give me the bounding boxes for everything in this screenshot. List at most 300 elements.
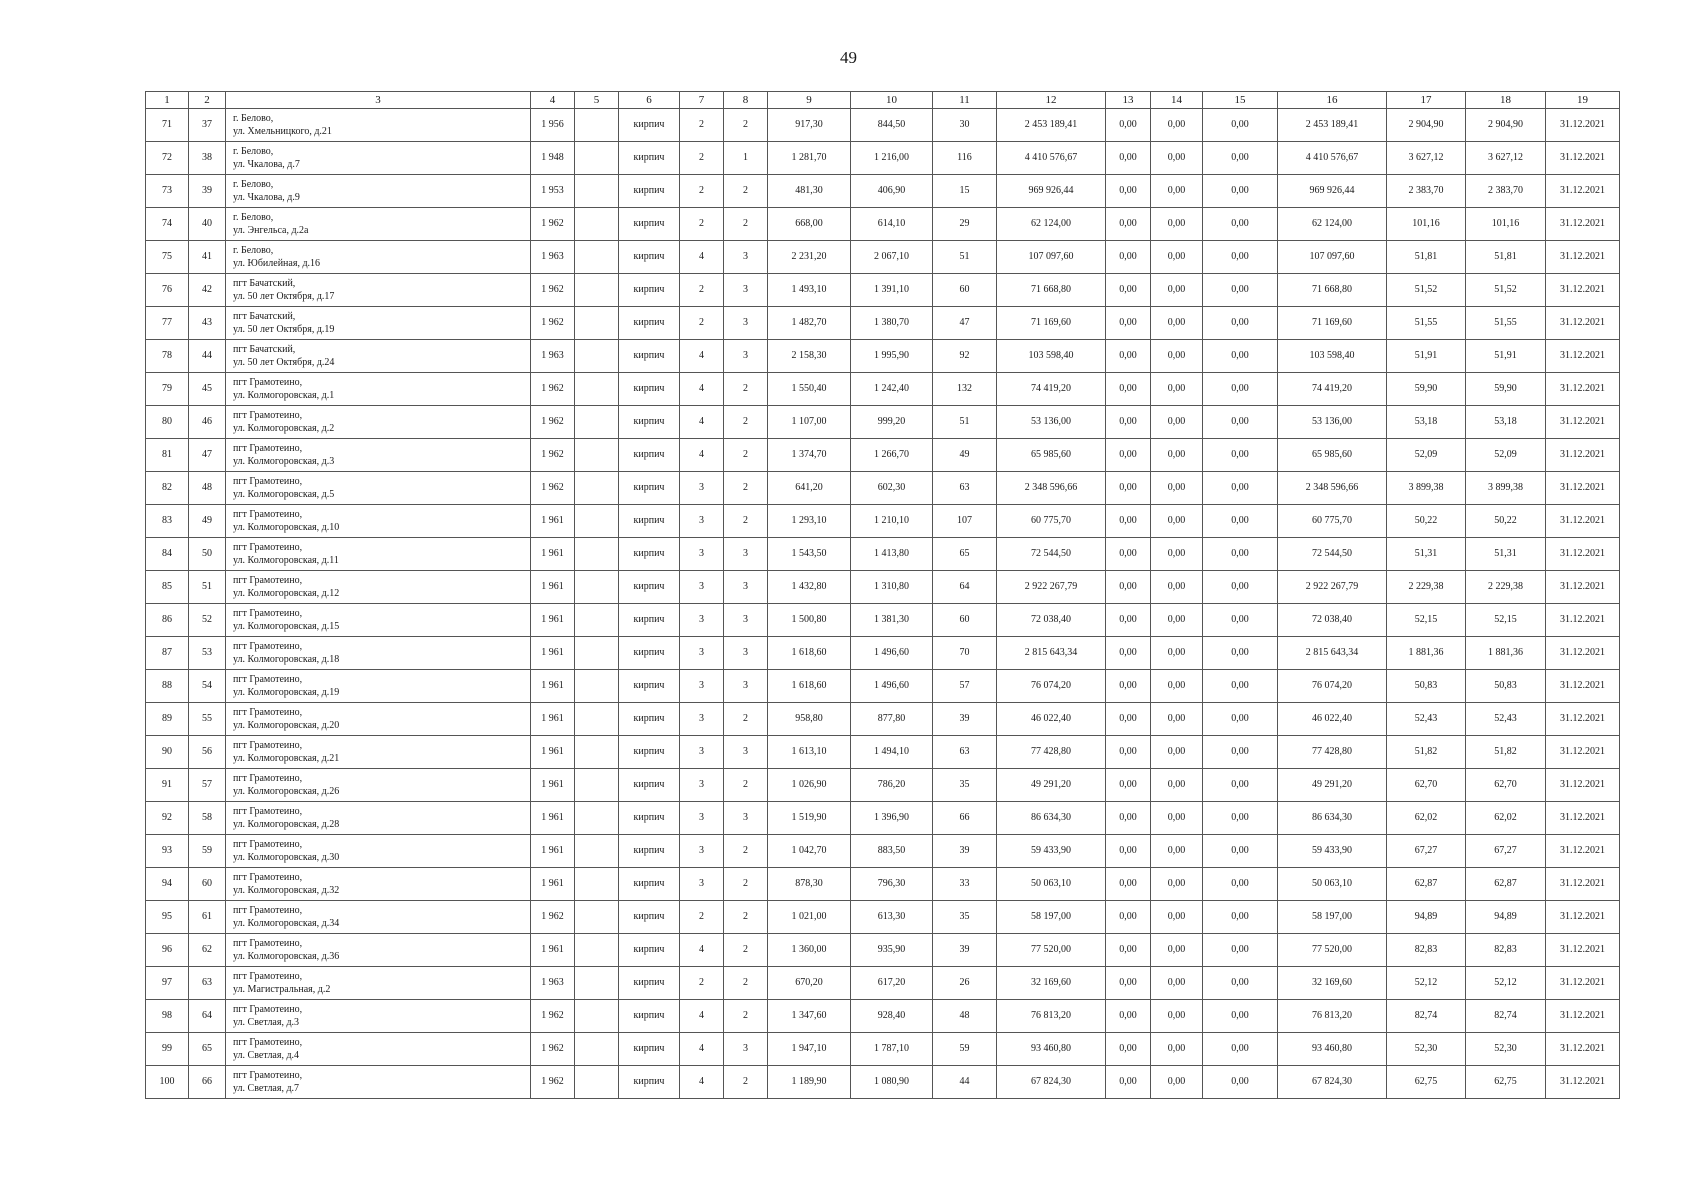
cell-col-1: 76 — [146, 274, 189, 307]
address-cell — [226, 571, 531, 604]
cell-col-1: 82 — [146, 472, 189, 505]
address-street: ул. Колмогоровская, д.26 — [233, 786, 340, 797]
cell-col-15: 0,00 — [1203, 340, 1278, 373]
cell-col-15: 0,00 — [1203, 142, 1278, 175]
cell-col-18: 1 881,36 — [1466, 637, 1546, 670]
cell-col-5 — [575, 934, 619, 967]
cell-col-15: 0,00 — [1203, 802, 1278, 835]
cell-col-14: 0,00 — [1151, 208, 1203, 241]
cell-col-4: 1 963 — [531, 241, 575, 274]
cell-col-15: 0,00 — [1203, 934, 1278, 967]
cell-col-12: 969 926,44 — [997, 175, 1106, 208]
cell-col-4: 1 963 — [531, 967, 575, 1000]
cell-col-5 — [575, 406, 619, 439]
cell-col-8: 3 — [724, 274, 768, 307]
cell-col-5 — [575, 241, 619, 274]
address-street: ул. Хмельницкого, д.21 — [233, 126, 332, 137]
cell-col-18: 82,83 — [1466, 934, 1546, 967]
header-row — [146, 92, 1620, 109]
cell-col-14: 0,00 — [1151, 868, 1203, 901]
cell-col-19: 31.12.2021 — [1546, 274, 1620, 307]
address-locality: пгт Грамотеино, — [233, 1037, 303, 1048]
cell-col-2: 50 — [189, 538, 226, 571]
cell-col-19: 31.12.2021 — [1546, 1066, 1620, 1099]
cell-col-14: 0,00 — [1151, 769, 1203, 802]
column-header-3: 3 — [226, 92, 531, 109]
cell-col-17: 51,55 — [1387, 307, 1466, 340]
cell-col-12: 2 922 267,79 — [997, 571, 1106, 604]
cell-col-17: 3 627,12 — [1387, 142, 1466, 175]
cell-col-8: 3 — [724, 637, 768, 670]
cell-col-4: 1 962 — [531, 1066, 575, 1099]
cell-col-1: 84 — [146, 538, 189, 571]
table-row — [146, 868, 1620, 901]
cell-col-12: 46 022,40 — [997, 703, 1106, 736]
address-cell — [226, 736, 531, 769]
cell-col-7: 2 — [680, 307, 724, 340]
cell-col-15: 0,00 — [1203, 637, 1278, 670]
table-row — [146, 439, 1620, 472]
cell-col-10: 999,20 — [851, 406, 933, 439]
address-cell — [226, 637, 531, 670]
cell-col-15: 0,00 — [1203, 406, 1278, 439]
cell-col-4: 1 962 — [531, 208, 575, 241]
cell-col-6: кирпич — [619, 208, 680, 241]
cell-col-13: 0,00 — [1106, 571, 1151, 604]
cell-col-11: 30 — [933, 109, 997, 142]
cell-col-14: 0,00 — [1151, 439, 1203, 472]
cell-col-11: 60 — [933, 274, 997, 307]
cell-col-18: 59,90 — [1466, 373, 1546, 406]
cell-col-2: 37 — [189, 109, 226, 142]
cell-col-5 — [575, 769, 619, 802]
cell-col-13: 0,00 — [1106, 472, 1151, 505]
cell-col-6: кирпич — [619, 901, 680, 934]
cell-col-10: 1 787,10 — [851, 1033, 933, 1066]
cell-col-4: 1 953 — [531, 175, 575, 208]
cell-col-8: 1 — [724, 142, 768, 175]
address-locality: г. Белово, — [233, 113, 274, 124]
cell-col-11: 33 — [933, 868, 997, 901]
cell-col-12: 86 634,30 — [997, 802, 1106, 835]
address-cell — [226, 703, 531, 736]
address-cell — [226, 1000, 531, 1033]
cell-col-12: 65 985,60 — [997, 439, 1106, 472]
cell-col-8: 2 — [724, 373, 768, 406]
cell-col-5 — [575, 439, 619, 472]
cell-col-1: 87 — [146, 637, 189, 670]
address-cell — [226, 868, 531, 901]
cell-col-7: 4 — [680, 934, 724, 967]
cell-col-15: 0,00 — [1203, 472, 1278, 505]
address-locality: пгт Грамотеино, — [233, 806, 303, 817]
cell-col-14: 0,00 — [1151, 1000, 1203, 1033]
cell-col-18: 82,74 — [1466, 1000, 1546, 1033]
address-street: ул. Колмогоровская, д.30 — [233, 852, 340, 863]
address-street: ул. Колмогоровская, д.20 — [233, 720, 340, 731]
address-cell — [226, 1033, 531, 1066]
cell-col-19: 31.12.2021 — [1546, 769, 1620, 802]
cell-col-9: 1 026,90 — [768, 769, 851, 802]
cell-col-5 — [575, 703, 619, 736]
cell-col-1: 71 — [146, 109, 189, 142]
cell-col-19: 31.12.2021 — [1546, 1000, 1620, 1033]
cell-col-19: 31.12.2021 — [1546, 571, 1620, 604]
cell-col-18: 52,43 — [1466, 703, 1546, 736]
cell-col-12: 50 063,10 — [997, 868, 1106, 901]
cell-col-10: 935,90 — [851, 934, 933, 967]
cell-col-1: 89 — [146, 703, 189, 736]
cell-col-6: кирпич — [619, 241, 680, 274]
cell-col-16: 58 197,00 — [1278, 901, 1387, 934]
column-header-10: 10 — [851, 92, 933, 109]
cell-col-5 — [575, 571, 619, 604]
cell-col-6: кирпич — [619, 472, 680, 505]
cell-col-10: 1 396,90 — [851, 802, 933, 835]
address-locality: пгт Грамотеино, — [233, 1070, 303, 1081]
cell-col-16: 93 460,80 — [1278, 1033, 1387, 1066]
cell-col-7: 3 — [680, 538, 724, 571]
cell-col-5 — [575, 736, 619, 769]
cell-col-16: 77 428,80 — [1278, 736, 1387, 769]
cell-col-1: 99 — [146, 1033, 189, 1066]
cell-col-10: 1 496,60 — [851, 670, 933, 703]
cell-col-5 — [575, 109, 619, 142]
cell-col-8: 2 — [724, 472, 768, 505]
cell-col-9: 1 432,80 — [768, 571, 851, 604]
cell-col-17: 62,87 — [1387, 868, 1466, 901]
cell-col-6: кирпич — [619, 274, 680, 307]
address-cell — [226, 604, 531, 637]
cell-col-14: 0,00 — [1151, 967, 1203, 1000]
cell-col-7: 3 — [680, 670, 724, 703]
cell-col-16: 49 291,20 — [1278, 769, 1387, 802]
address-locality: пгт Грамотеино, — [233, 509, 303, 520]
cell-col-8: 2 — [724, 175, 768, 208]
cell-col-18: 51,55 — [1466, 307, 1546, 340]
cell-col-17: 101,16 — [1387, 208, 1466, 241]
cell-col-14: 0,00 — [1151, 604, 1203, 637]
cell-col-1: 85 — [146, 571, 189, 604]
address-street: ул. Энгельса, д.2а — [233, 225, 309, 236]
cell-col-6: кирпич — [619, 505, 680, 538]
address-cell — [226, 835, 531, 868]
cell-col-4: 1 962 — [531, 307, 575, 340]
cell-col-9: 1 500,80 — [768, 604, 851, 637]
column-header-12: 12 — [997, 92, 1106, 109]
cell-col-6: кирпич — [619, 109, 680, 142]
cell-col-19: 31.12.2021 — [1546, 307, 1620, 340]
address-street: ул. 50 лет Октября, д.17 — [233, 291, 335, 302]
cell-col-11: 66 — [933, 802, 997, 835]
cell-col-5 — [575, 538, 619, 571]
cell-col-10: 2 067,10 — [851, 241, 933, 274]
cell-col-19: 31.12.2021 — [1546, 736, 1620, 769]
cell-col-6: кирпич — [619, 703, 680, 736]
column-header-1: 1 — [146, 92, 189, 109]
cell-col-19: 31.12.2021 — [1546, 439, 1620, 472]
cell-col-7: 3 — [680, 802, 724, 835]
cell-col-2: 43 — [189, 307, 226, 340]
cell-col-10: 883,50 — [851, 835, 933, 868]
cell-col-2: 39 — [189, 175, 226, 208]
cell-col-1: 91 — [146, 769, 189, 802]
cell-col-2: 55 — [189, 703, 226, 736]
cell-col-6: кирпич — [619, 142, 680, 175]
address-street: ул. Колмогоровская, д.19 — [233, 687, 340, 698]
cell-col-5 — [575, 802, 619, 835]
cell-col-7: 3 — [680, 505, 724, 538]
address-street: ул. Колмогоровская, д.36 — [233, 951, 340, 962]
cell-col-16: 60 775,70 — [1278, 505, 1387, 538]
address-cell — [226, 142, 531, 175]
cell-col-18: 51,82 — [1466, 736, 1546, 769]
cell-col-13: 0,00 — [1106, 769, 1151, 802]
cell-col-16: 74 419,20 — [1278, 373, 1387, 406]
address-street: ул. Колмогоровская, д.12 — [233, 588, 340, 599]
cell-col-15: 0,00 — [1203, 868, 1278, 901]
address-street: ул. Колмогоровская, д.5 — [233, 489, 335, 500]
address-cell — [226, 934, 531, 967]
cell-col-1: 90 — [146, 736, 189, 769]
cell-col-10: 1 496,60 — [851, 637, 933, 670]
address-locality: пгт Грамотеино, — [233, 872, 303, 883]
cell-col-16: 59 433,90 — [1278, 835, 1387, 868]
column-header-7: 7 — [680, 92, 724, 109]
cell-col-16: 65 985,60 — [1278, 439, 1387, 472]
address-cell — [226, 373, 531, 406]
cell-col-15: 0,00 — [1203, 439, 1278, 472]
address-street: ул. 50 лет Октября, д.19 — [233, 324, 335, 335]
cell-col-6: кирпич — [619, 1033, 680, 1066]
cell-col-13: 0,00 — [1106, 901, 1151, 934]
cell-col-11: 39 — [933, 703, 997, 736]
cell-col-19: 31.12.2021 — [1546, 703, 1620, 736]
cell-col-4: 1 962 — [531, 274, 575, 307]
cell-col-17: 52,30 — [1387, 1033, 1466, 1066]
cell-col-14: 0,00 — [1151, 472, 1203, 505]
cell-col-16: 969 926,44 — [1278, 175, 1387, 208]
address-street: ул. Колмогоровская, д.34 — [233, 918, 340, 929]
cell-col-15: 0,00 — [1203, 175, 1278, 208]
cell-col-4: 1 962 — [531, 406, 575, 439]
cell-col-4: 1 961 — [531, 505, 575, 538]
cell-col-16: 71 668,80 — [1278, 274, 1387, 307]
cell-col-9: 1 293,10 — [768, 505, 851, 538]
cell-col-4: 1 961 — [531, 835, 575, 868]
cell-col-8: 3 — [724, 802, 768, 835]
address-locality: пгт Грамотеино, — [233, 575, 303, 586]
cell-col-17: 50,22 — [1387, 505, 1466, 538]
address-cell — [226, 670, 531, 703]
cell-col-1: 96 — [146, 934, 189, 967]
cell-col-18: 62,02 — [1466, 802, 1546, 835]
cell-col-1: 83 — [146, 505, 189, 538]
cell-col-2: 64 — [189, 1000, 226, 1033]
cell-col-12: 107 097,60 — [997, 241, 1106, 274]
cell-col-15: 0,00 — [1203, 604, 1278, 637]
cell-col-6: кирпич — [619, 1000, 680, 1033]
cell-col-2: 44 — [189, 340, 226, 373]
cell-col-13: 0,00 — [1106, 934, 1151, 967]
address-street: ул. Колмогоровская, д.18 — [233, 654, 340, 665]
address-locality: г. Белово, — [233, 179, 274, 190]
table-row — [146, 736, 1620, 769]
table-row — [146, 109, 1620, 142]
cell-col-2: 49 — [189, 505, 226, 538]
cell-col-2: 66 — [189, 1066, 226, 1099]
cell-col-8: 2 — [724, 901, 768, 934]
table-row — [146, 703, 1620, 736]
cell-col-9: 878,30 — [768, 868, 851, 901]
cell-col-8: 2 — [724, 703, 768, 736]
column-header-8: 8 — [724, 92, 768, 109]
cell-col-8: 2 — [724, 439, 768, 472]
cell-col-8: 3 — [724, 604, 768, 637]
cell-col-4: 1 962 — [531, 439, 575, 472]
cell-col-4: 1 963 — [531, 340, 575, 373]
cell-col-15: 0,00 — [1203, 769, 1278, 802]
address-street: ул. Чкалова, д.9 — [233, 192, 300, 203]
cell-col-2: 56 — [189, 736, 226, 769]
table-row — [146, 406, 1620, 439]
cell-col-7: 2 — [680, 208, 724, 241]
cell-col-13: 0,00 — [1106, 604, 1151, 637]
column-header-18: 18 — [1466, 92, 1546, 109]
cell-col-6: кирпич — [619, 406, 680, 439]
cell-col-19: 31.12.2021 — [1546, 967, 1620, 1000]
cell-col-14: 0,00 — [1151, 505, 1203, 538]
cell-col-15: 0,00 — [1203, 1066, 1278, 1099]
cell-col-5 — [575, 901, 619, 934]
cell-col-13: 0,00 — [1106, 109, 1151, 142]
cell-col-14: 0,00 — [1151, 1033, 1203, 1066]
cell-col-15: 0,00 — [1203, 538, 1278, 571]
cell-col-14: 0,00 — [1151, 637, 1203, 670]
cell-col-13: 0,00 — [1106, 340, 1151, 373]
cell-col-13: 0,00 — [1106, 637, 1151, 670]
cell-col-7: 4 — [680, 373, 724, 406]
table-row — [146, 604, 1620, 637]
cell-col-10: 1 380,70 — [851, 307, 933, 340]
cell-col-14: 0,00 — [1151, 538, 1203, 571]
cell-col-10: 613,30 — [851, 901, 933, 934]
cell-col-2: 59 — [189, 835, 226, 868]
address-street: ул. Колмогоровская, д.11 — [233, 555, 339, 566]
cell-col-5 — [575, 670, 619, 703]
cell-col-12: 2 815 643,34 — [997, 637, 1106, 670]
cell-col-6: кирпич — [619, 439, 680, 472]
cell-col-13: 0,00 — [1106, 835, 1151, 868]
address-street: ул. 50 лет Октября, д.24 — [233, 357, 335, 368]
cell-col-5 — [575, 1066, 619, 1099]
address-cell — [226, 472, 531, 505]
column-header-9: 9 — [768, 92, 851, 109]
cell-col-11: 35 — [933, 901, 997, 934]
table-row — [146, 967, 1620, 1000]
cell-col-16: 50 063,10 — [1278, 868, 1387, 901]
cell-col-2: 63 — [189, 967, 226, 1000]
address-cell — [226, 175, 531, 208]
address-locality: г. Белово, — [233, 212, 274, 223]
cell-col-15: 0,00 — [1203, 373, 1278, 406]
address-locality: пгт Грамотеино, — [233, 410, 303, 421]
cell-col-14: 0,00 — [1151, 406, 1203, 439]
cell-col-8: 2 — [724, 934, 768, 967]
cell-col-1: 77 — [146, 307, 189, 340]
column-header-15: 15 — [1203, 92, 1278, 109]
cell-col-13: 0,00 — [1106, 967, 1151, 1000]
cell-col-13: 0,00 — [1106, 1033, 1151, 1066]
cell-col-15: 0,00 — [1203, 736, 1278, 769]
cell-col-14: 0,00 — [1151, 670, 1203, 703]
cell-col-1: 97 — [146, 967, 189, 1000]
cell-col-2: 60 — [189, 868, 226, 901]
cell-col-11: 65 — [933, 538, 997, 571]
cell-col-4: 1 948 — [531, 142, 575, 175]
cell-col-8: 2 — [724, 868, 768, 901]
address-locality: пгт Грамотеино, — [233, 377, 303, 388]
cell-col-18: 51,31 — [1466, 538, 1546, 571]
column-header-5: 5 — [575, 92, 619, 109]
cell-col-14: 0,00 — [1151, 571, 1203, 604]
cell-col-10: 1 216,00 — [851, 142, 933, 175]
address-locality: пгт Грамотеино, — [233, 905, 303, 916]
cell-col-9: 1 042,70 — [768, 835, 851, 868]
table-row — [146, 208, 1620, 241]
cell-col-8: 3 — [724, 670, 768, 703]
table-row — [146, 571, 1620, 604]
cell-col-6: кирпич — [619, 802, 680, 835]
cell-col-17: 94,89 — [1387, 901, 1466, 934]
cell-col-5 — [575, 637, 619, 670]
cell-col-16: 103 598,40 — [1278, 340, 1387, 373]
cell-col-19: 31.12.2021 — [1546, 934, 1620, 967]
cell-col-5 — [575, 505, 619, 538]
cell-col-7: 3 — [680, 472, 724, 505]
cell-col-4: 1 962 — [531, 373, 575, 406]
table-row — [146, 769, 1620, 802]
cell-col-17: 82,74 — [1387, 1000, 1466, 1033]
cell-col-19: 31.12.2021 — [1546, 109, 1620, 142]
cell-col-13: 0,00 — [1106, 868, 1151, 901]
cell-col-19: 31.12.2021 — [1546, 901, 1620, 934]
cell-col-18: 62,70 — [1466, 769, 1546, 802]
address-locality: пгт Бачатский, — [233, 344, 296, 355]
cell-col-4: 1 956 — [531, 109, 575, 142]
cell-col-17: 51,31 — [1387, 538, 1466, 571]
cell-col-18: 2 229,38 — [1466, 571, 1546, 604]
cell-col-10: 1 494,10 — [851, 736, 933, 769]
cell-col-16: 67 824,30 — [1278, 1066, 1387, 1099]
column-header-4: 4 — [531, 92, 575, 109]
cell-col-16: 76 074,20 — [1278, 670, 1387, 703]
cell-col-9: 1 347,60 — [768, 1000, 851, 1033]
cell-col-2: 58 — [189, 802, 226, 835]
cell-col-7: 4 — [680, 1066, 724, 1099]
cell-col-10: 1 381,30 — [851, 604, 933, 637]
cell-col-12: 2 348 596,66 — [997, 472, 1106, 505]
cell-col-10: 406,90 — [851, 175, 933, 208]
cell-col-10: 1 310,80 — [851, 571, 933, 604]
cell-col-10: 877,80 — [851, 703, 933, 736]
cell-col-1: 73 — [146, 175, 189, 208]
table-row — [146, 1033, 1620, 1066]
address-street: ул. Светлая, д.4 — [233, 1050, 300, 1061]
cell-col-11: 15 — [933, 175, 997, 208]
cell-col-11: 132 — [933, 373, 997, 406]
cell-col-16: 2 453 189,41 — [1278, 109, 1387, 142]
